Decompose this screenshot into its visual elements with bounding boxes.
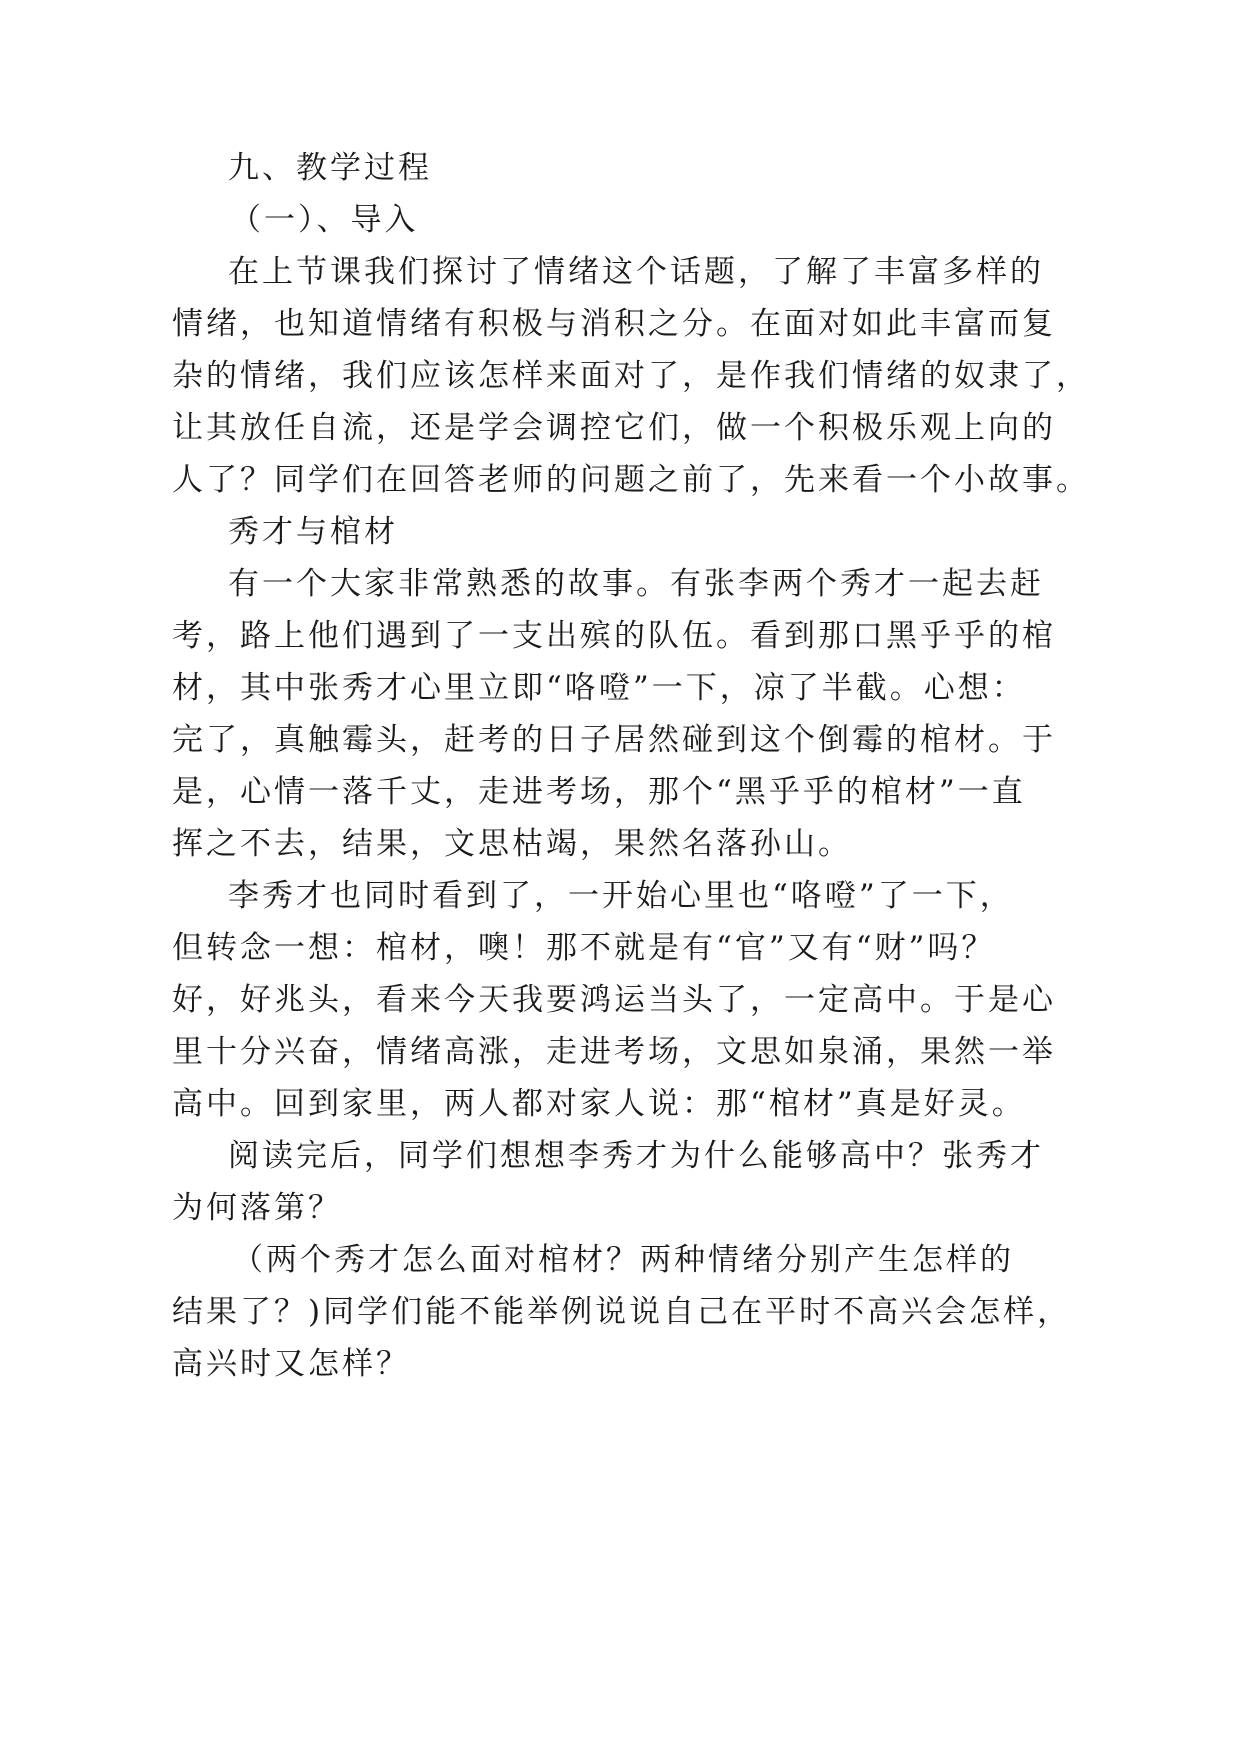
paragraph-line: 人了？同学们在回答老师的问题之前了，先来看一个小故事。 — [172, 462, 1090, 498]
section-heading: 九、教学过程 — [228, 150, 432, 186]
paragraph-line: 有一个大家非常熟悉的故事。有张李两个秀才一起去赶 — [228, 566, 1044, 602]
paragraph-line: 高兴时又怎样？ — [172, 1346, 410, 1382]
paragraph-line: 考，路上他们遇到了一支出殡的队伍。看到那口黑乎乎的棺 — [172, 618, 1056, 654]
paragraph-line: 挥之不去，结果，文思枯竭，果然名落孙山。 — [172, 826, 852, 862]
paragraph-line: 在上节课我们探讨了情绪这个话题，了解了丰富多样的 — [228, 254, 1044, 290]
paragraph-line: 材，其中张秀才心里立即“咯噔”一下，凉了半截。心想： — [172, 670, 1026, 706]
paragraph-line: 李秀才也同时看到了，一开始心里也“咯噔”了一下， — [228, 878, 1014, 914]
paragraph-line: 是，心情一落千丈，走进考场，那个“黑乎乎的棺材”一直 — [172, 774, 1026, 810]
paragraph-line: 里十分兴奋，情绪高涨，走进考场，文思如泉涌，果然一举 — [172, 1034, 1056, 1070]
paragraph-line: 但转念一想：棺材，噢！那不就是有“官”又有“财”吗？ — [172, 930, 996, 966]
paragraph-line: 情绪，也知道情绪有积极与消积之分。在面对如此丰富而复 — [172, 306, 1056, 342]
paragraph-line: 高中。回到家里，两人都对家人说：那“棺材”真是好灵。 — [172, 1086, 1026, 1122]
paragraph-line: 让其放任自流，还是学会调控它们，做一个积极乐观上向的 — [172, 410, 1056, 446]
paragraph-line: 完了，真触霉头，赶考的日子居然碰到这个倒霉的棺材。于 — [172, 722, 1056, 758]
story-title: 秀才与棺材 — [228, 514, 398, 550]
paragraph-line: 结果了？)同学们能不能举例说说自己在平时不高兴会怎样， — [172, 1294, 1072, 1330]
paragraph-line: 杂的情绪，我们应该怎样来面对了，是作我们情绪的奴隶了， — [172, 358, 1090, 394]
paragraph-line: 好，好兆头，看来今天我要鸿运当头了，一定高中。于是心 — [172, 982, 1056, 1018]
paragraph-line: 阅读完后，同学们想想李秀才为什么能够高中？张秀才 — [228, 1138, 1044, 1174]
subsection-heading: （一）、导入 — [230, 202, 419, 238]
paragraph-line: （两个秀才怎么面对棺材？两种情绪分别产生怎样的 — [232, 1242, 1014, 1278]
paragraph-line: 为何落第？ — [172, 1190, 342, 1226]
